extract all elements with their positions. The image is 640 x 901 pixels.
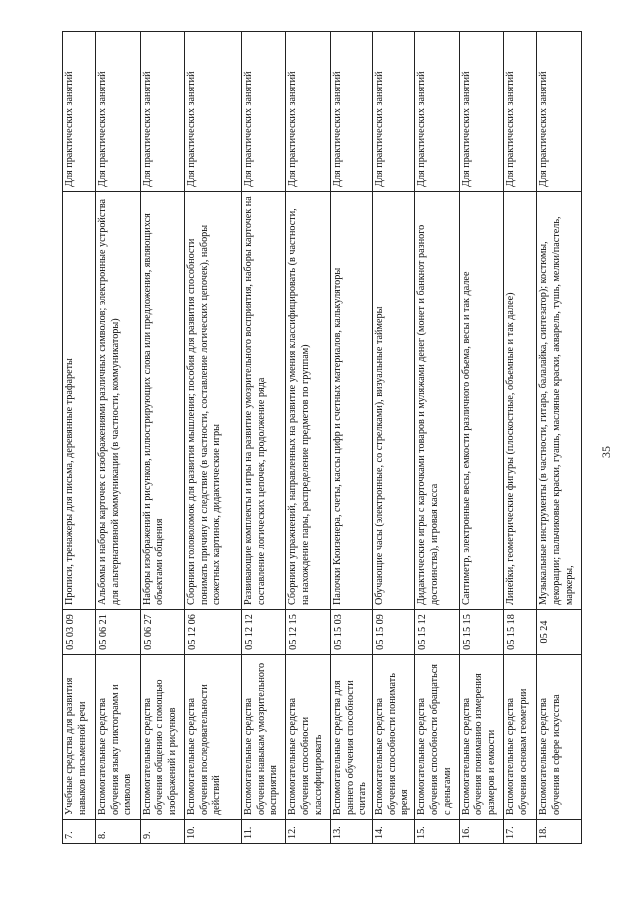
table-row — [330, 32, 372, 844]
tool-name-cell: Учебные средства для развития навыков письменной речи — [63, 655, 96, 820]
description-cell: Палочки Кюизенера, счеты, кассы цифр и счетных материалов, калькуляторы — [330, 192, 372, 610]
purpose-cell: Для практических занятий — [504, 32, 537, 192]
row-number-cell: 18. — [537, 820, 582, 844]
description-cell: Линейки, геометрические фигуры (плоскостные, объемные и так далее) — [504, 192, 537, 610]
purpose-cell: Для практических занятий — [286, 32, 330, 192]
purpose-cell: Для практических занятий — [63, 32, 96, 192]
table-row — [459, 32, 503, 844]
table-row — [96, 32, 140, 844]
row-number-cell: 17. — [504, 820, 537, 844]
table-row — [185, 32, 242, 844]
classification-code-cell: 05 15 03 — [330, 610, 372, 655]
classification-code-cell: 05 06 21 — [96, 610, 140, 655]
table-row — [286, 32, 330, 844]
classification-code-cell: 05 12 06 — [185, 610, 242, 655]
purpose-cell: Для практических занятий — [459, 32, 503, 192]
classification-code-cell: 05 15 18 — [504, 610, 537, 655]
classification-code-cell: 05 12 12 — [241, 610, 285, 655]
tool-name-cell: Вспомогательные средства обучения общению с помощью изображений и рисунков — [140, 655, 184, 820]
classification-code-cell: 05 15 12 — [415, 610, 459, 655]
table-row — [537, 32, 582, 844]
page-number: 35 — [599, 446, 613, 458]
classification-code-cell: 05 12 15 — [286, 610, 330, 655]
tool-name-cell: Вспомогательные средства для раннего обучения способности считать — [330, 655, 372, 820]
purpose-cell: Для практических занятий — [241, 32, 285, 192]
description-cell: Обучающие часы (электронные, со стрелками), визуальные таймеры — [373, 192, 415, 610]
row-number-cell: 8. — [96, 820, 140, 844]
row-number-cell: 10. — [185, 820, 242, 844]
description-cell: Сборники головоломок для развития мышления; пособия для развития способности понимать причину и следствие (в частности, составление логических цепочек), наборы сюжетных картинок, дидактические игры — [185, 192, 242, 610]
description-cell: Альбомы и наборы карточек с изображениями различных символов; электронные устройства для альтернативной коммуникации (в частности, коммуникаторы) — [96, 192, 140, 610]
description-cell: Наборы изображений и рисунков, иллюстрирующих слова или предложения, являющихся объектами общения — [140, 192, 184, 610]
table-row — [373, 32, 415, 844]
classification-code-cell: 05 03 09 — [63, 610, 96, 655]
purpose-cell: Для практических занятий — [537, 32, 582, 192]
row-number-cell: 11. — [241, 820, 285, 844]
table-row — [140, 32, 184, 844]
purpose-cell: Для практических занятий — [185, 32, 242, 192]
table-row — [415, 32, 459, 844]
purpose-cell: Для практических занятий — [373, 32, 415, 192]
tool-name-cell: Вспомогательные средства обучения способности классифицировать — [286, 655, 330, 820]
description-cell: Дидактические игры с карточками товаров и муляжами денег (монет и банкнот разного достоинства), игровая касса — [415, 192, 459, 610]
description-cell: Развивающие комплекты и игры на развитие умозрительного восприятия, наборы карточек на составление логических цепочек, продолжение ряда — [241, 192, 285, 610]
purpose-cell: Для практических занятий — [330, 32, 372, 192]
description-cell: Прописи, тренажеры для письма, деревянные трафареты — [63, 192, 96, 610]
description-cell: Сборники упражнений, направленных на развитие умения классифицировать (в частности, на нахождение пары, распределение предметов по группам) — [286, 192, 330, 610]
table-row — [63, 32, 96, 844]
tool-name-cell: Вспомогательные средства обучения способности обращаться с деньгами — [415, 655, 459, 820]
row-number-cell: 15. — [415, 820, 459, 844]
row-number-cell: 14. — [373, 820, 415, 844]
tool-name-cell: Вспомогательные средства обучения основам геометрии — [504, 655, 537, 820]
row-number-cell: 7. — [63, 820, 96, 844]
tool-name-cell: Вспомогательные средства обучения пониманию измерения размеров и емкости — [459, 655, 503, 820]
classification-code-cell: 05 15 15 — [459, 610, 503, 655]
description-cell: Сантиметр, электронные весы, емкости различного объема, весы и так далее — [459, 192, 503, 610]
tool-name-cell: Вспомогательные средства обучения в сфере искусства — [537, 655, 582, 820]
row-number-cell: 12. — [286, 820, 330, 844]
tool-name-cell: Вспомогательные средства обучения языку пиктограмм и символов — [96, 655, 140, 820]
purpose-cell: Для практических занятий — [140, 32, 184, 192]
tool-name-cell: Вспомогательные средства обучения способности понимать время — [373, 655, 415, 820]
tool-name-cell: Вспомогательные средства обучения последовательности действий — [185, 655, 242, 820]
row-number-cell: 13. — [330, 820, 372, 844]
table-row — [504, 32, 537, 844]
classification-code-cell: 05 24 — [537, 610, 582, 655]
classification-code-cell: 05 15 09 — [373, 610, 415, 655]
description-cell: Музыкальные инструменты (в частности, гитара, балалайка, синтезатор); костюмы, декорации; пальчиковые краски, гуашь, масляные краски, акварель, тушь, мелки/пастель, маркеры, — [537, 192, 582, 610]
purpose-cell: Для практических занятий — [96, 32, 140, 192]
table-body — [63, 32, 582, 844]
table-row — [241, 32, 285, 844]
classification-code-cell: 05 06 27 — [140, 610, 184, 655]
rotated-table-container — [62, 32, 582, 844]
row-number-cell: 9. — [140, 820, 184, 844]
purpose-cell: Для практических занятий — [415, 32, 459, 192]
tool-name-cell: Вспомогательные средства обучения навыкам умозрительного восприятия — [241, 655, 285, 820]
row-number-cell: 16. — [459, 820, 503, 844]
equipment-table — [62, 31, 582, 844]
